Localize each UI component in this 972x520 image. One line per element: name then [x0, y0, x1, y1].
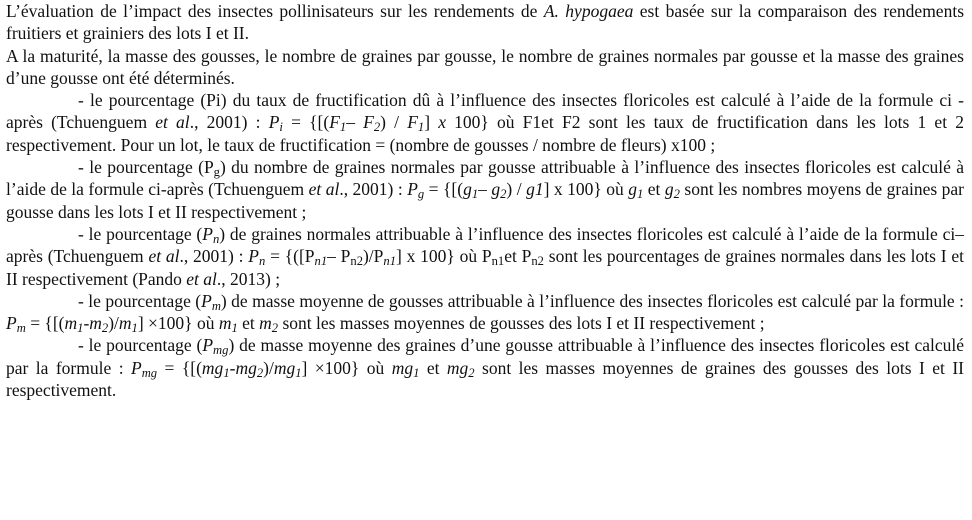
text-segment: 2: [673, 187, 680, 202]
text-segment: m: [89, 313, 102, 334]
text-segment: ] ×100} où: [137, 313, 219, 334]
text-segment: 1: [77, 321, 84, 336]
text-segment: n1: [383, 254, 397, 269]
text-segment: ., 2001) :: [189, 112, 269, 133]
text-segment: et al: [308, 179, 340, 200]
text-segment: - le pourcentage (P: [78, 157, 214, 178]
text-segment: m: [218, 313, 232, 334]
text-segment: 1: [636, 187, 644, 202]
text-segment: mg: [201, 357, 224, 378]
text-segment: x: [438, 112, 446, 133]
text-segment: 1: [223, 365, 230, 380]
text-segment: g: [628, 179, 637, 200]
text-segment: 2: [271, 321, 279, 336]
text-segment: = {[(: [157, 357, 202, 378]
text-segment: A. hypogaea: [543, 1, 634, 21]
list-item-pi-formula: [6, 89, 964, 156]
text-segment: n: [258, 254, 266, 269]
text-segment: m: [259, 313, 272, 334]
text-segment: m: [211, 299, 221, 313]
text-segment: ]: [424, 112, 439, 133]
text-segment: = {[(: [424, 179, 464, 200]
text-segment: F: [407, 112, 418, 133]
text-segment: 2: [373, 120, 381, 135]
text-segment: P: [407, 179, 418, 200]
text-segment: ) /: [380, 112, 408, 133]
text-segment: mg: [235, 357, 257, 378]
text-segment: P: [248, 246, 259, 267]
text-segment: P: [202, 223, 213, 244]
text-segment: mg: [213, 343, 229, 358]
text-segment: 1: [339, 120, 347, 135]
text-segment: mg: [273, 357, 296, 378]
text-segment: ) /: [506, 179, 527, 200]
text-segment: - le pourcentage (: [78, 223, 203, 244]
text-segment: F: [329, 112, 340, 133]
text-segment: - le pourcentage (: [78, 335, 203, 356]
text-segment: - le pourcentage (Pi) du taux de fructification dû à l’influence des insectes floricoles est calculé à l’aide de la formule ci - après (Tchuenguem: [6, 90, 964, 133]
text-segment: 1: [413, 365, 420, 380]
list-item-pm-formula: [6, 290, 964, 335]
text-segment: ) de masse moyenne des graines d’une gousse attribuable à l’influence des insectes floricoles est calculé par la formule :: [6, 335, 964, 378]
text-segment: mg: [391, 357, 414, 378]
list-item-pn-formula: [6, 223, 964, 290]
text-segment: ] x 100} où P: [396, 246, 492, 267]
text-segment: m: [118, 313, 132, 334]
text-segment: P: [201, 290, 212, 311]
text-segment: –: [478, 179, 492, 200]
text-segment: g: [463, 179, 472, 200]
text-segment: ., 2013) ;: [216, 268, 281, 289]
text-segment: - le pourcentage (: [78, 290, 202, 311]
text-segment: g1: [526, 179, 544, 200]
text-segment: ) du nombre de graines normales par gousse attribuable à l’influence des insectes floricoles est calculé à l’aide de la formule ci-après (Tchuenguem: [6, 157, 964, 200]
text-segment: m: [64, 313, 78, 334]
text-segment: -: [229, 357, 236, 378]
text-segment: –: [346, 112, 364, 133]
text-segment: ., 2001) :: [179, 246, 249, 267]
text-segment: A la maturité, la masse des gousses, le nombre de graines par gousse, le nombre de graines normales par gousse et la masse des graines d’une gousse ont été déterminés.: [6, 45, 964, 88]
text-segment: sont les masses moyennes de graines des gousses des lots I et II respectivement.: [6, 357, 964, 401]
text-segment: g: [213, 165, 220, 180]
list-item-pg-formula: [6, 156, 964, 223]
text-segment: P: [131, 357, 142, 378]
text-segment: P: [268, 112, 280, 133]
list-item-pmg-formula: [6, 334, 964, 401]
text-segment: = {[(: [282, 112, 330, 133]
text-segment: )/: [263, 357, 274, 378]
paragraph-maturity: [6, 45, 964, 90]
text-segment: = {[(: [25, 313, 65, 334]
text-segment: 1: [295, 365, 302, 380]
text-segment: 1: [131, 321, 138, 336]
text-segment: n2: [350, 254, 363, 269]
text-segment: sont les nombres moyens de graines par gousse dans les lots I et II respectivement ;: [6, 179, 964, 222]
text-segment: ., 2001) :: [339, 179, 408, 200]
text-segment: sont les pourcentages de graines normales dans les lots I et II respectivement (Pando: [6, 246, 964, 289]
text-segment: n2: [531, 254, 544, 269]
text-segment: et: [237, 313, 260, 334]
text-segment: n: [212, 232, 220, 247]
text-segment: 2: [101, 321, 109, 336]
text-segment: g: [664, 179, 674, 200]
text-segment: -: [83, 313, 90, 334]
text-segment: mg: [141, 365, 158, 380]
text-segment: L’évaluation de l’impact des insectes pollinisateurs sur les rendements de: [6, 1, 544, 21]
text-segment: ) de masse moyenne de gousses attribuable à l’influence des insectes floricoles est calculé par la formule :: [220, 290, 964, 311]
text-segment: n1: [491, 254, 505, 269]
text-segment: 100} où F1et F2 sont les taux de fructification dans les lots 1 et 2 respectivement. Pour un lot, le taux de fructification = (nombre de gousses / nombre de fleurs) x100 ;: [6, 112, 964, 155]
text-segment: )/: [108, 313, 119, 334]
text-segment: et P: [504, 246, 532, 267]
text-segment: 2: [500, 187, 507, 202]
text-segment: g: [491, 179, 501, 200]
text-segment: 2: [468, 365, 475, 380]
text-segment: P: [202, 335, 214, 356]
text-segment: P: [6, 313, 17, 334]
text-segment: – P: [327, 246, 351, 267]
paragraph-intro: [6, 0, 964, 45]
text-segment: 2: [256, 365, 264, 380]
text-segment: ] x 100} où: [543, 179, 629, 200]
text-segment: est basée sur la comparaison des rendements fruitiers et grainiers des lots I et II.: [6, 1, 965, 44]
text-segment: n1: [314, 254, 328, 269]
text-segment: 1: [231, 321, 238, 336]
text-segment: )/P: [362, 246, 384, 267]
text-segment: et al: [186, 268, 217, 289]
text-segment: 1: [471, 187, 479, 202]
text-segment: ] ×100} où: [301, 357, 392, 378]
text-segment: et: [419, 357, 447, 378]
text-segment: g: [417, 187, 425, 202]
text-segment: et al: [148, 246, 180, 267]
text-segment: et al: [155, 112, 190, 133]
text-segment: i: [279, 120, 283, 135]
text-segment: sont les masses moyennes de gousses des lots I et II respectivement ;: [278, 313, 765, 334]
text-segment: F: [363, 112, 374, 133]
text-segment: = {([P: [265, 246, 315, 267]
text-segment: 1: [417, 120, 425, 135]
text-segment: ) de graines normales attribuable à l’influence des insectes floricoles est calculé à l’aide de la formule ci–après (Tchuenguem: [6, 223, 964, 267]
text-segment: mg: [446, 357, 469, 378]
text-segment: m: [16, 321, 26, 336]
text-segment: et: [643, 179, 665, 200]
